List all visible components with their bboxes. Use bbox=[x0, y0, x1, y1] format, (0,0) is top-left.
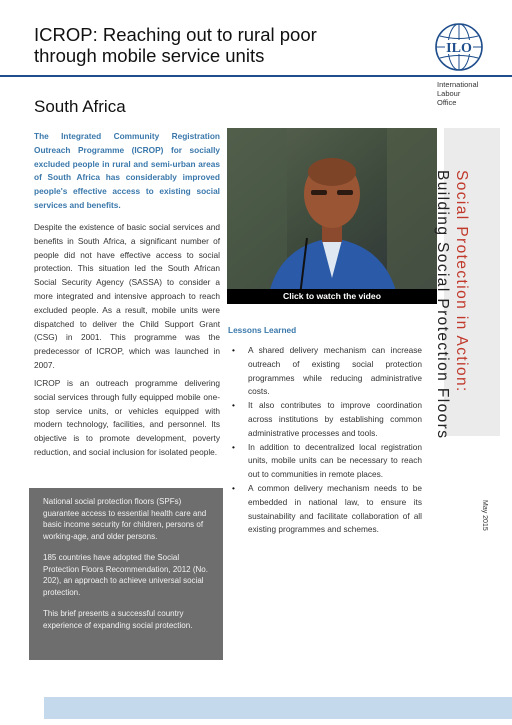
info-box-text: 185 countries have adopted the Social Protection Floors Recommendation, 2012 (No. 202), an approach to achieve universal social protection. bbox=[43, 553, 208, 597]
body-paragraph: Despite the existence of basic social services and benefits in South Africa, a significant number of people did not have effective access to social protection. This situation led the South African Social Security Agency (SASSA) to consider a more integrated and intensive approach to reach excluded people. As a result, mobile units were dispatched to deliver the Child Support Grant (CSG) in 2001. This programme was the predecessor of ICROP, which was launched in 2007. bbox=[34, 222, 220, 370]
info-box-text: National social protection floors (SPFs) guarantee access to essential health care and basic income security for children, persons of working-age, and older persons. bbox=[43, 497, 207, 541]
org-line: International bbox=[437, 80, 479, 89]
org-line: Labour bbox=[437, 89, 461, 98]
org-line: Office bbox=[437, 98, 457, 107]
logo-text: ILO bbox=[446, 41, 472, 56]
intro-paragraph: The Integrated Community Registration Outreach Programme (ICROP) for socially excluded people in rural and semi-urban areas of South Africa has considerably improved people's effective access to existing social services and benefits. bbox=[34, 131, 220, 210]
info-box-text: This brief presents a successful country experience of expanding social protection. bbox=[43, 609, 193, 630]
lesson-item: • A common delivery mechanism needs to be embedded in national law, to ensure its sustainability and facilitate collaboration of all existing programmes and schemes. bbox=[232, 482, 422, 537]
video-caption[interactable]: Click to watch the video bbox=[227, 289, 437, 304]
series-title-line1: Social Protection in Action: bbox=[453, 170, 470, 393]
lesson-item: • In addition to decentralized local registration units, mobile units can be necessary to reach out to communities in remote places. bbox=[232, 441, 422, 482]
body-paragraph: ICROP is an outreach programme delivering social services through fully equipped mobile one-stop service units, or vehicles equipped with modern technology, facilities, and personnel. Its objective is to promote development, poverty reduction, and social inclusion for isolated people. bbox=[34, 378, 220, 457]
org-name bbox=[437, 80, 507, 107]
video-thumbnail[interactable] bbox=[227, 128, 437, 304]
series-title bbox=[433, 170, 470, 439]
ilo-globe-icon bbox=[434, 22, 484, 72]
country-heading: South Africa bbox=[34, 97, 126, 116]
spf-info-box bbox=[29, 488, 223, 660]
header-rule bbox=[0, 75, 512, 77]
page-title: ICROP: Reaching out to rural poor through mobile service units bbox=[34, 24, 317, 66]
lessons-title: Lessons Learned bbox=[228, 325, 297, 335]
lesson-item: • It also contributes to improve coordination across institutions by establishing common administrative processes and tools. bbox=[232, 399, 422, 440]
lesson-item: • A shared delivery mechanism can increase outreach of existing social protection programmes while reducing administrative costs. bbox=[232, 344, 422, 399]
series-title-line2: Building Social Protection Floors bbox=[434, 170, 451, 440]
publication-date: May 2015 bbox=[481, 500, 488, 531]
lessons-list bbox=[232, 344, 422, 537]
speaker-photo bbox=[227, 128, 437, 304]
footer-bar bbox=[44, 697, 512, 719]
ilo-logo bbox=[434, 22, 484, 72]
